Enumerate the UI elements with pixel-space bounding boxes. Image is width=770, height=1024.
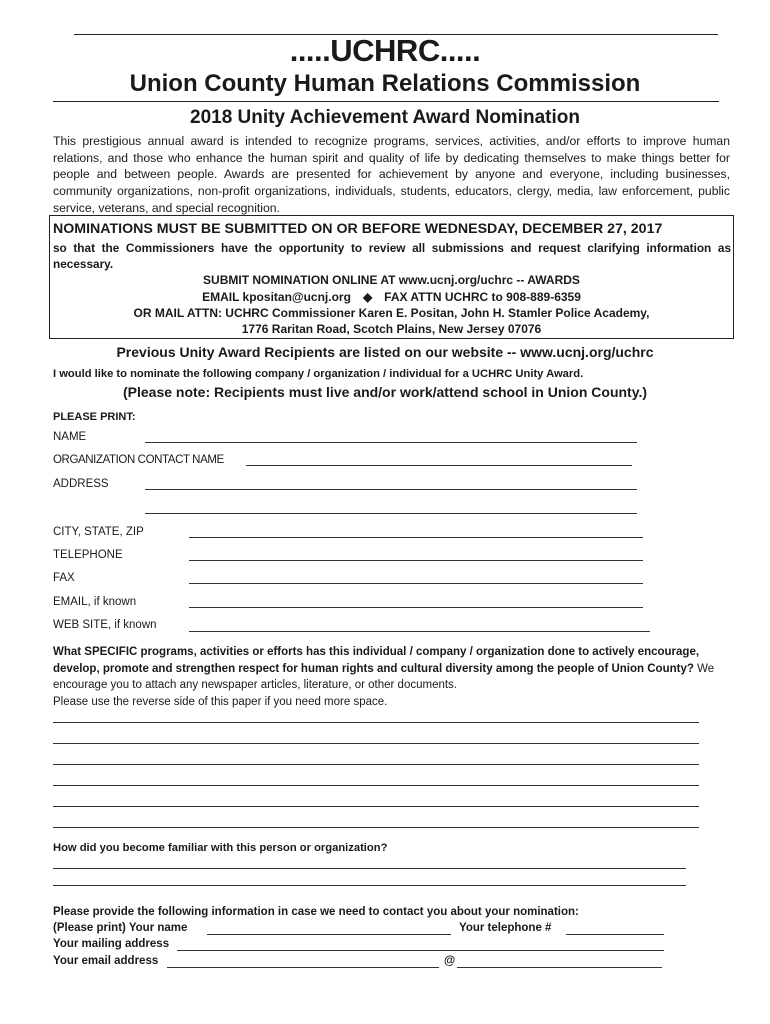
mail-address: 1776 Raritan Road, Scotch Plains, New Jersey 07076 bbox=[241, 322, 542, 336]
your-email-domain-field[interactable] bbox=[457, 967, 662, 968]
answer-line-4[interactable] bbox=[53, 785, 699, 786]
your-email-user-field[interactable] bbox=[167, 967, 439, 968]
mailing-address-field[interactable] bbox=[177, 950, 664, 951]
intro-paragraph: This prestigious annual award is intended to recognize programs, services, activities, and/or efforts to improve human relations, and those who enhance the human spirit and quality of life by dedicating themselves to make things better for people and between people. Awards are presented for achievement by anyone and everyone, including businesses, community organizations, non-profit organizations, individuals, students, educators, clergy, media, law enforcement, public service, veterans, and special recognition. bbox=[53, 134, 730, 215]
fax-text: FAX ATTN UCHRC to 908-889-6359 bbox=[384, 290, 581, 304]
page-title: .....UCHRC..... bbox=[289, 33, 481, 68]
contact-name-field[interactable] bbox=[246, 465, 632, 466]
answer-line-5[interactable] bbox=[53, 806, 699, 807]
website-label: WEB SITE, if known bbox=[53, 619, 157, 631]
email-text: EMAIL kpositan@ucnj.org bbox=[202, 290, 351, 304]
question-bold-text: What SPECIFIC programs, activities or efforts has this individual / company / organization done to actively encourage, develop, promote and strengthen respect for human rights and cultural diversity among the people of Union County? bbox=[53, 646, 700, 675]
deadline-heading: NOMINATIONS MUST BE SUBMITTED ON OR BEFORE WEDNESDAY, DECEMBER 27, 2017 bbox=[53, 221, 663, 237]
previous-recipients-text: Previous Unity Award Recipients are listed on our website -- www.ucnj.org/uchrc bbox=[116, 344, 654, 360]
award-subtitle: 2018 Unity Achievement Award Nomination bbox=[190, 107, 580, 128]
reverse-side-note: Please use the reverse side of this paper if you need more space. bbox=[53, 695, 388, 708]
email-field[interactable] bbox=[189, 607, 643, 608]
website-field[interactable] bbox=[189, 631, 650, 632]
mail-line: OR MAIL ATTN: UCHRC Commissioner Karen E. Positan, John H. Stamler Police Academy, bbox=[133, 306, 650, 320]
deadline-subtext: so that the Commissioners have the opportunity to review all submissions and request clarifying information as necessary. bbox=[53, 241, 731, 271]
answer-line-1[interactable] bbox=[53, 722, 699, 723]
your-telephone-field[interactable] bbox=[566, 934, 664, 935]
your-email-label: Your email address bbox=[53, 955, 159, 967]
mailing-address-label: Your mailing address bbox=[53, 938, 170, 950]
question-normal-text: We encourage you to attach any newspaper articles, literature, or other documents. bbox=[53, 662, 715, 691]
answer-line-3[interactable] bbox=[53, 764, 699, 765]
name-label: NAME bbox=[53, 431, 87, 443]
organization-name: Union County Human Relations Commission bbox=[129, 70, 641, 97]
address-field-line1[interactable] bbox=[145, 489, 637, 490]
answer-line-6[interactable] bbox=[53, 827, 699, 828]
telephone-field[interactable] bbox=[189, 560, 643, 561]
specific-programs-question bbox=[53, 644, 731, 710]
answer-line-2[interactable] bbox=[53, 743, 699, 744]
please-print-label: PLEASE PRINT: bbox=[53, 411, 136, 423]
familiar-answer-line-1[interactable] bbox=[53, 868, 686, 869]
your-name-label: (Please print) Your name bbox=[53, 922, 188, 934]
name-field[interactable] bbox=[145, 442, 637, 443]
bullet-icon: ◆ bbox=[362, 290, 373, 304]
contact-info-intro: Please provide the following information in case we need to contact you about your nomination: bbox=[53, 906, 579, 918]
please-note: (Please note: Recipients must live and/or work/attend school in Union County.) bbox=[122, 384, 648, 400]
city-state-zip-field[interactable] bbox=[189, 537, 643, 538]
how-familiar-question: How did you become familiar with this person or organization? bbox=[53, 842, 388, 854]
fax-field[interactable] bbox=[189, 583, 643, 584]
telephone-label: TELEPHONE bbox=[53, 549, 123, 561]
familiar-answer-line-2[interactable] bbox=[53, 885, 686, 886]
address-label: ADDRESS bbox=[53, 478, 109, 490]
contact-name-label: ORGANIZATION CONTACT NAME bbox=[53, 454, 224, 466]
email-fax-line bbox=[49, 290, 734, 304]
email-label: EMAIL, if known bbox=[53, 596, 137, 608]
fax-label: FAX bbox=[53, 572, 75, 584]
your-name-field[interactable] bbox=[207, 934, 451, 935]
at-sign: @ bbox=[444, 955, 456, 967]
your-telephone-label: Your telephone # bbox=[459, 922, 552, 934]
header-rule bbox=[53, 101, 719, 102]
nominate-statement: I would like to nominate the following company / organization / individual for a UCHRC Unity Award. bbox=[53, 368, 584, 380]
address-field-line2[interactable] bbox=[145, 513, 637, 514]
submit-online-text: SUBMIT NOMINATION ONLINE AT www.ucnj.org/uchrc -- AWARDS bbox=[203, 273, 580, 287]
city-state-zip-label: CITY, STATE, ZIP bbox=[53, 526, 144, 538]
